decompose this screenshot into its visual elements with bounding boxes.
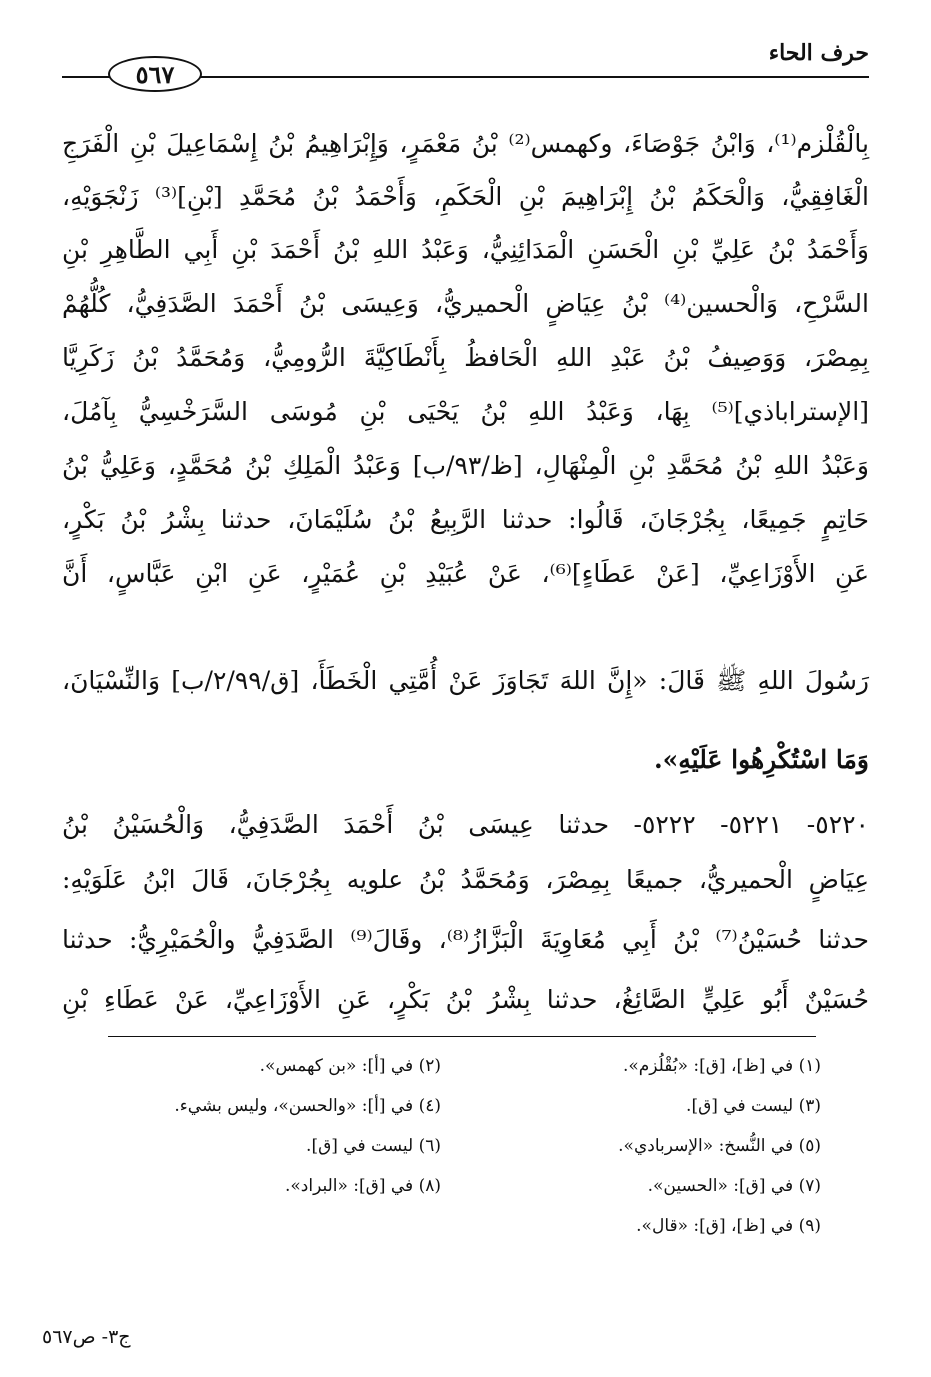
text-line: عِيَاضٍ الْحميريُّ، جميعًا بِمِصْرَ، وَمُحَمَّدُ بْنُ علويه بِجُرْجَانَ، قَالَ ابْنُ عَلَوَيْهِ: bbox=[62, 865, 869, 894]
text-line: عَنِ الأَوْزَاعِيِّ، [عَنْ عَطَاءٍ]⁽⁶⁾، عَنْ عُبَيْدِ بْنِ عُمَيْرٍ، عَنِ ابْنِ عَبَّاسٍ، أَنَّ bbox=[62, 559, 869, 588]
chapter-title: حرف الحاء bbox=[768, 40, 869, 66]
text-line: بِمِصْرَ، وَوَصِيفُ بْنُ عَبْدِ اللهِ الْحَافظُ بِأَنْطَاكِيَّةَ الرُّومِيُّ، وَمُحَمَّدُ بْنُ زَكَرِيَّا bbox=[62, 343, 869, 372]
footnote: (٧) في [ق]: «الحسين». bbox=[647, 1176, 821, 1196]
volume-page-signature: ج٣- ص٥٦٧ bbox=[42, 1326, 131, 1348]
footnote: (٩) في [ظ]، [ق]: «قال». bbox=[636, 1216, 821, 1236]
footnote: (١) في [ظ]، [ق]: «بُقْلُزم». bbox=[622, 1056, 821, 1076]
footnote: (٥) في النُّسخ: «الإسربادي». bbox=[618, 1136, 821, 1156]
text-line: وَعَبْدُ اللهِ بْنُ مُحَمَّدِ بْنِ الْمِنْهَالِ، [ظ/٩٣/ب] وَعَبْدُ الْمَلِكِ بْنُ مُحَمَّدٍ، وَعَلِيُّ بْنُ bbox=[62, 451, 869, 480]
text-line: رَسُولَ اللهِ ﷺ قَالَ: «إِنَّ اللهَ تَجَاوَزَ عَنْ أُمَّتِي الْخَطَأَ، [ق/٢/٩٩/ب] وَالنِّسْيَانَ، bbox=[62, 666, 870, 695]
text-line: وَأَحْمَدُ بْنُ عَلِيِّ بْنِ الْحَسَنِ الْمَدَائِنِيُّ، وَعَبْدُ اللهِ بْنُ أَحْمَدَ بْنِ أَبِي الطَّاهِرِ بْنِ bbox=[62, 235, 869, 264]
text-line: الْغَافِقِيُّ، وَالْحَكَمُ بْنُ إِبْرَاهِيمَ بْنِ الْحَكَمِ، وَأَحْمَدُ بْنُ مُحَمَّدِ [بْنِ]⁽³⁾ زَنْجَوَيْهِ، bbox=[62, 182, 869, 211]
text-line: حُسَيْنٌ أَبُو عَلِيٍّ الصَّائِغُ، حدثنا بِشْرُ بْنُ بَكْرٍ، عَنِ الأَوْزَاعِيِّ، عَنْ عَطَاءِ بْنِ bbox=[62, 985, 869, 1014]
text-line: حدثنا حُسَيْنُ⁽⁷⁾ بْنُ أَبِي مُعَاوِيَةَ الْبَزَّازُ⁽⁸⁾، وقَالَ⁽⁹⁾ الصَّدَفِيُّ والْحُمَيْرِيُّ: حدثنا bbox=[62, 925, 869, 954]
footnote: (٣) ليست في [ق]. bbox=[686, 1096, 821, 1116]
footnote: (٦) ليست في [ق]. bbox=[306, 1136, 441, 1156]
text-line: وَمَا اسْتُكْرِهُوا عَلَيْهِ». bbox=[653, 745, 869, 774]
text-line: بِالْقُلْزم⁽¹⁾، وَابْنُ جَوْصَاءَ، وكهمس⁽²⁾ بْنُ مَعْمَرٍ، وَإِبْرَاهِيمُ بْنُ إِسْمَاعِيلَ بْنِ الْفَرَجِ bbox=[62, 129, 869, 158]
text-line: السَّرْحِ، وَالْحسين⁽⁴⁾ بْنُ عِيَاضٍ الْحميريُّ، وَعِيسَى بْنُ أَحْمَدَ الصَّدَفِيُّ، كُلُّهُمْ bbox=[62, 289, 869, 318]
footnote: (٢) في [أ]: «بن كهمس». bbox=[259, 1056, 441, 1076]
text-line: حَاتِمٍ جَمِيعًا، بِجُرْجَانَ، قَالُوا: حدثنا الرَّبِيعُ بْنُ سُلَيْمَانَ، حدثنا بِشْرُ بْنُ بَكْرٍ، bbox=[62, 505, 869, 534]
page-number: ٥٦٧ bbox=[108, 56, 202, 92]
footnote-separator bbox=[108, 1036, 816, 1037]
footnote: (٤) في [أ]: «والحسن»، وليس بشيء. bbox=[174, 1096, 441, 1116]
footnote: (٨) في [ق]: «البراد». bbox=[284, 1176, 441, 1196]
hadith-heading-line: ٥٢٢٠- ٥٢٢١- ٥٢٢٢- حدثنا عِيسَى بْنُ أَحْمَدَ الصَّدَفِيُّ، وَالْحُسَيْنُ بْنُ bbox=[62, 810, 869, 839]
text-line: [الإستراباذي]⁽⁵⁾ بِهَا، وَعَبْدُ اللهِ بْنُ يَحْيَى بْنِ مُوسَى السَّرَخْسِيُّ بِآمُلَ، bbox=[62, 397, 869, 426]
